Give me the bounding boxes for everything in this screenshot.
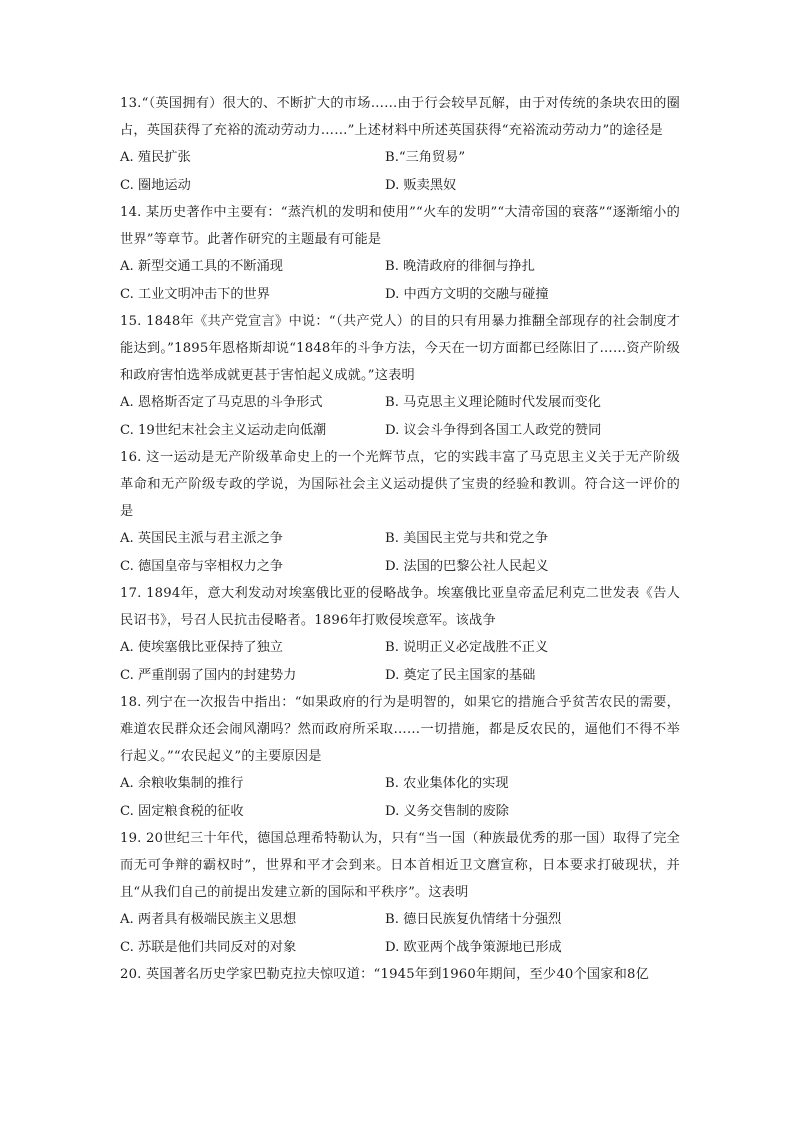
question-13 [120, 90, 680, 199]
option-a: A. 殖民扩张 [120, 150, 191, 165]
option-b: B. 美国民主党与共和党之争 [385, 531, 549, 546]
question-stem: 14. 某历史著作中主要有：“蒸汽机的发明和使用”“火车的发明”“大清帝国的衰落”“逐渐缩小的世界”等章节。此著作研究的主题最有可能是 [120, 205, 680, 247]
question-stem: 18. 列宁在一次报告中指出：“如果政府的行为是明智的，如果它的措施合乎贫苦农民的需要，难道农民群众还会闹风潮吗？然而政府所采取……一切措施，都是反农民的，逼他们不得不举行起义。”“农民起义”的主要原因是 [120, 695, 680, 764]
option-c: C. 德国皇帝与宰相权力之争 [120, 558, 284, 574]
option-c: C. 19世纪末社会主义运动走向低潮 [120, 422, 327, 438]
question-20 [120, 961, 680, 988]
question-stem: 17. 1894年，意大利发动对埃塞俄比亚的侵略战争。埃塞俄比亚皇帝孟尼利克二世发表《告人民诏书》，号召人民抗击侵略者。1896年打败侵埃意军。该战争 [120, 586, 680, 628]
question-14 [120, 199, 680, 308]
option-b: B. 晚清政府的徘徊与挣扎 [385, 259, 535, 274]
option-list [120, 389, 680, 444]
question-stem: 20. 英国著名历史学家巴勒克拉夫惊叹道：“1945年到1960年期间，至少40个国家和8亿 [120, 967, 650, 982]
option-b: B. 说明正义必定战胜不正义 [385, 640, 549, 655]
option-d: D. 贩卖黑奴 [385, 177, 457, 193]
option-d: D. 义务交售制的废除 [385, 803, 509, 819]
option-a: A. 新型交通工具的不断涌现 [120, 259, 283, 274]
option-b: B. 德日民族复仇情绪十分强烈 [385, 912, 562, 927]
option-c: C. 苏联是他们共同反对的对象 [120, 939, 297, 955]
question-stem: 13.“（英国拥有）很大的、不断扩大的市场……由于行会较早瓦解，由于对传统的条块农田的圈占，英国获得了充裕的流动劳动力……”上述材料中所述英国获得“充裕流动劳动力”的途径是 [120, 96, 680, 138]
option-d: D. 中西方文明的交融与碰撞 [385, 286, 549, 302]
question-16 [120, 444, 680, 580]
option-c: C. 工业文明冲击下的世界 [120, 286, 270, 302]
option-list [120, 906, 680, 961]
question-stem: 19. 20世纪三十年代，德国总理希特勒认为，只有“当一国（种族最优秀的那一国）取得了完全而无可争辩的霸权时”，世界和平才会到来。日本首相近卫文麿宣称，日本要求打破现状，并且“从我们自己的前提出发建立新的国际和平秩序”。这表明 [120, 831, 680, 900]
option-list [120, 525, 680, 580]
option-c: C. 严重削弱了国内的封建势力 [120, 667, 297, 683]
question-stem: 15. 1848年《共产党宣言》中说：“（共产党人）的目的只有用暴力推翻全部现存的社会制度才能达到。”1895年恩格斯却说“1848年的斗争方法，今天在一切方面都已经陈旧了……资产阶级和政府害怕选举成就更甚于害怕起义成就。”这表明 [120, 314, 680, 383]
option-list [120, 770, 680, 825]
option-b: B.“三角贸易” [385, 150, 466, 165]
option-d: D. 欧亚两个战争策源地已形成 [385, 939, 562, 955]
option-a: A. 余粮收集制的推行 [120, 776, 244, 791]
question-15 [120, 308, 680, 444]
option-a: A. 两者具有极端民族主义思想 [120, 912, 297, 927]
option-list [120, 634, 680, 689]
question-19 [120, 825, 680, 961]
option-a: A. 使埃塞俄比亚保持了独立 [120, 640, 283, 655]
option-a: A. 恩格斯否定了马克思的斗争形式 [120, 395, 323, 410]
question-18 [120, 689, 680, 825]
option-b: B. 马克思主义理论随时代发展而变化 [385, 395, 601, 410]
option-c: C. 固定粮食税的征收 [120, 803, 244, 819]
question-17 [120, 580, 680, 689]
option-list [120, 144, 680, 199]
option-d: D. 法国的巴黎公社人民起义 [385, 558, 549, 574]
question-stem: 16. 这一运动是无产阶级革命史上的一个光辉节点，它的实践丰富了马克思主义关于无产阶级革命和无产阶级专政的学说，为国际社会主义运动提供了宝贵的经验和教训。符合这一评价的是 [120, 450, 680, 519]
option-d: D. 议会斗争得到各国工人政党的赞同 [385, 422, 602, 438]
option-a: A. 英国民主派与君主派之争 [120, 531, 283, 546]
option-d: D. 奠定了民主国家的基础 [385, 667, 536, 683]
exam-page [120, 90, 680, 988]
option-c: C. 圈地运动 [120, 177, 191, 193]
option-list [120, 253, 680, 308]
option-b: B. 农业集体化的实现 [385, 776, 509, 791]
